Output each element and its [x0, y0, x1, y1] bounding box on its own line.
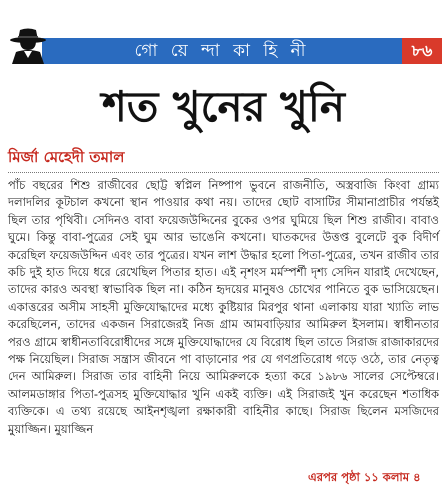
series-title: গো য়ে ন্দা কা হি নী — [134, 41, 310, 61]
page-number-badge: ৮৬ — [402, 38, 442, 64]
series-header — [4, 38, 442, 64]
continued-on-page-note: এরপর পৃষ্ঠা ১১ কলাম ৪ — [308, 470, 421, 484]
byline-divider — [8, 172, 439, 173]
author-byline: মির্জা মেহেদী তমাল — [8, 148, 125, 166]
article-body: পাঁচ বছরের শিশু রাজীবের ছোট্ট স্বপ্নিল নিষ্পাপ ভুবনে রাজনীতি, অস্ত্রবাজি কিংবা গ্রাম্য দলাদলির কূটচাল কখনো স্থান পাওয়ার কথা নয়। তাদের ছোট বাসাটির সীমানাপ্রাচীর পর্যন্তই ছিল তার পৃথিবী। সেদিনও বাবা ফয়েজউদ্দিনের বুকের ওপর ঘুমিয়ে ছিল শিশু রাজীব। বাবাও ঘুমে। কিন্তু বাবা-পুত্রের সেই ঘুম আর ভাঙেনি কখনো। ঘাতকদের উত্তপ্ত বুলেটে বুক বিদীর্ণ করেছিল ফয়েজউদ্দিন এবং তার পুত্রের। যখন লাশ উদ্ধার হলো পিতা-পুত্রের, তখন রাজীব তার কচি দুই হাত দিয়ে ধরে রেখেছিল পিতার হাত। এই নৃশংস মর্মস্পর্শী দৃশ্য সেদিন যারাই দেখেছেন, তাদের কারও অবস্থা স্বাভাবিক ছিল না। কঠিন হৃদয়ের মানুষও চোখের পানিতে বুক ভাসিয়েছেন। একাত্তরের অসীম সাহসী মুক্তিযোদ্ধাদের মধ্যে কুষ্টিয়ার মিরপুর থানা এলাকায় যারা খ্যাতি লাভ করেছিলেন, তাদের একজন সিরাজেরই নিজ গ্রাম আমবাড়িয়ার আমিরুল ইসলাম। স্বাধীনতার পরও গ্রামে স্বাধীনতাবিরোধীদের সঙ্গে মুক্তিযোদ্ধাদের যে বিরোধ ছিল তাতে সিরাজ রাজাকারদের পক্ষ নিয়েছিল। সিরাজ সন্ত্রাস জীবনে পা বাড়ানোর পর যে গণপ্রতিরোধ গড়ে ওঠে, তার নেতৃত্ব দেন আমিরুল। সিরাজ তার বাহিনী নিয়ে আমিরুলকে হত্যা করে ১৯৮৬ সালের সেপ্টেম্বরে। আলমডাঙ্গার পিতা-পুত্রসহ মুক্তিযোদ্ধার খুনি একই ব্যক্তি। এই সিরাজই খুন করেছেন শতাধিক ব্যক্তিকে। এ তথ্য রয়েছে আইনশৃঙ্খলা রক্ষাকারী বাহিনীর কাছে। সিরাজ ছিলেন মসজিদের মুয়াজ্জিন। মুয়াজ্জিন — [8, 178, 439, 436]
detective-silhouette-icon — [8, 28, 48, 64]
story-title: শত খুনের খুনি — [102, 82, 345, 131]
